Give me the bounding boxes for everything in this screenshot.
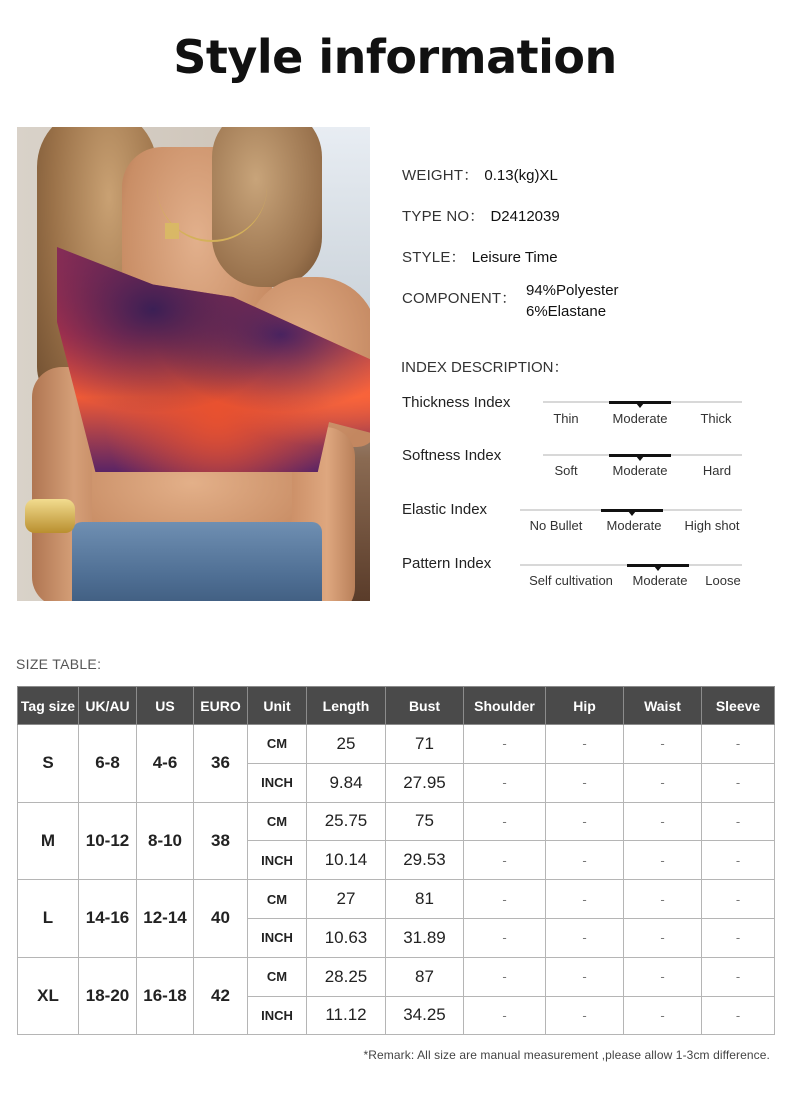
table-cell: - [546,918,624,957]
column-header: EURO [194,687,248,725]
table-cell: - [702,763,775,802]
table-cell: - [464,841,546,880]
table-row [18,802,775,841]
table-cell: - [624,957,702,996]
table-cell: 11.12 [307,996,386,1035]
index-option: High shot [684,518,740,533]
index-option: Self cultivation [529,573,613,588]
table-cell: 81 [386,880,464,919]
table-cell: - [546,996,624,1035]
table-cell: - [702,841,775,880]
component-values [526,280,619,322]
table-cell: 25 [307,725,386,764]
table-cell: - [464,957,546,996]
table-cell: S [18,725,79,803]
column-header: Tag size [18,687,79,725]
table-cell: - [624,880,702,919]
type-value: D2412039 [490,208,560,225]
column-header: Shoulder [464,687,546,725]
table-cell: 25.75 [307,802,386,841]
table-cell: - [546,802,624,841]
index-option: Thin [553,411,579,426]
table-cell: - [464,725,546,764]
index-option: Hard [702,463,732,478]
table-cell: CM [248,957,307,996]
size-table [17,686,775,1035]
table-cell: 27 [307,880,386,919]
index-name: Thickness Index [402,394,511,411]
index-option: Thick [700,411,732,426]
component-row [402,287,517,308]
table-cell: 34.25 [386,996,464,1035]
table-cell: 36 [194,725,248,803]
index-option: Loose [705,573,741,588]
table-cell: - [624,841,702,880]
style-value: Leisure Time [471,249,558,266]
table-cell: - [624,802,702,841]
type-label: TYPE NO： [402,208,485,225]
style-label: STYLE： [402,249,466,266]
index-option: Moderate [632,573,688,588]
table-cell: - [464,802,546,841]
table-cell: - [464,880,546,919]
column-header: Unit [248,687,307,725]
column-header: Bust [386,687,464,725]
table-cell: L [18,880,79,958]
index-name: Pattern Index [402,555,492,572]
weight-value: 0.13(kg)XL [484,167,558,184]
table-cell: 40 [194,880,248,958]
weight-label: WEIGHT： [402,167,479,184]
table-cell: 42 [194,957,248,1035]
column-header: Length [307,687,386,725]
table-cell: 10.63 [307,918,386,957]
weight-row [402,164,558,185]
table-cell: INCH [248,918,307,957]
table-cell: INCH [248,763,307,802]
table-cell: 6-8 [79,725,137,803]
table-cell: 16-18 [137,957,194,1035]
table-cell: 28.25 [307,957,386,996]
table-row [18,725,775,764]
table-cell: CM [248,802,307,841]
table-cell: 12-14 [137,880,194,958]
table-cell: - [464,996,546,1035]
table-cell: - [702,918,775,957]
column-header: Hip [546,687,624,725]
table-cell: - [624,725,702,764]
type-row [402,205,560,226]
table-cell: - [702,996,775,1035]
table-cell: 71 [386,725,464,764]
table-cell: 10-12 [79,802,137,880]
table-cell: XL [18,957,79,1035]
table-cell: 14-16 [79,880,137,958]
table-cell: INCH [248,996,307,1035]
table-cell: - [624,763,702,802]
table-row [18,957,775,996]
component-value: 94%Polyester [526,282,619,299]
size-table-label: SIZE TABLE: [16,656,102,672]
remark-note: *Remark: All size are manual measurement ,please allow 1-3cm difference. [363,1048,770,1062]
index-pointer-icon [636,456,644,461]
photo-jeans [72,522,322,601]
index-option: Soft [554,463,578,478]
index-option: No Bullet [529,518,583,533]
table-cell: - [624,918,702,957]
table-cell: 87 [386,957,464,996]
photo-pendant [165,223,179,239]
table-cell: - [546,841,624,880]
page-title: Style information [173,30,617,84]
index-name: Elastic Index [402,501,488,518]
table-cell: 75 [386,802,464,841]
table-cell: - [702,957,775,996]
table-cell: CM [248,725,307,764]
product-photo [17,127,370,601]
index-name: Softness Index [402,447,502,464]
component-label: COMPONENT： [402,290,517,307]
table-cell: - [702,802,775,841]
table-cell: 27.95 [386,763,464,802]
index-pointer-icon [654,566,662,571]
size-table-header [18,687,775,725]
table-cell: 4-6 [137,725,194,803]
column-header: US [137,687,194,725]
table-cell: - [624,996,702,1035]
index-option: Moderate [612,411,668,426]
table-cell: - [464,763,546,802]
table-cell: - [464,918,546,957]
index-description-title: INDEX DESCRIPTION： [401,359,569,376]
table-cell: M [18,802,79,880]
column-header: Waist [624,687,702,725]
table-cell: - [546,725,624,764]
table-cell: - [546,763,624,802]
table-cell: CM [248,880,307,919]
index-pointer-icon [628,511,636,516]
table-cell: INCH [248,841,307,880]
component-value: 6%Elastane [526,303,607,320]
table-cell: 9.84 [307,763,386,802]
table-cell: 38 [194,802,248,880]
table-cell: 29.53 [386,841,464,880]
table-row [18,880,775,919]
style-row [402,246,558,267]
table-cell: 18-20 [79,957,137,1035]
table-cell: 31.89 [386,918,464,957]
index-option: Moderate [612,463,668,478]
index-option: Moderate [606,518,662,533]
table-cell: - [546,957,624,996]
table-cell: - [702,880,775,919]
table-cell: - [546,880,624,919]
index-pointer-icon [636,403,644,408]
photo-bracelet [25,499,75,533]
column-header: UK/AU [79,687,137,725]
table-cell: 8-10 [137,802,194,880]
table-cell: - [702,725,775,764]
table-cell: 10.14 [307,841,386,880]
column-header: Sleeve [702,687,775,725]
